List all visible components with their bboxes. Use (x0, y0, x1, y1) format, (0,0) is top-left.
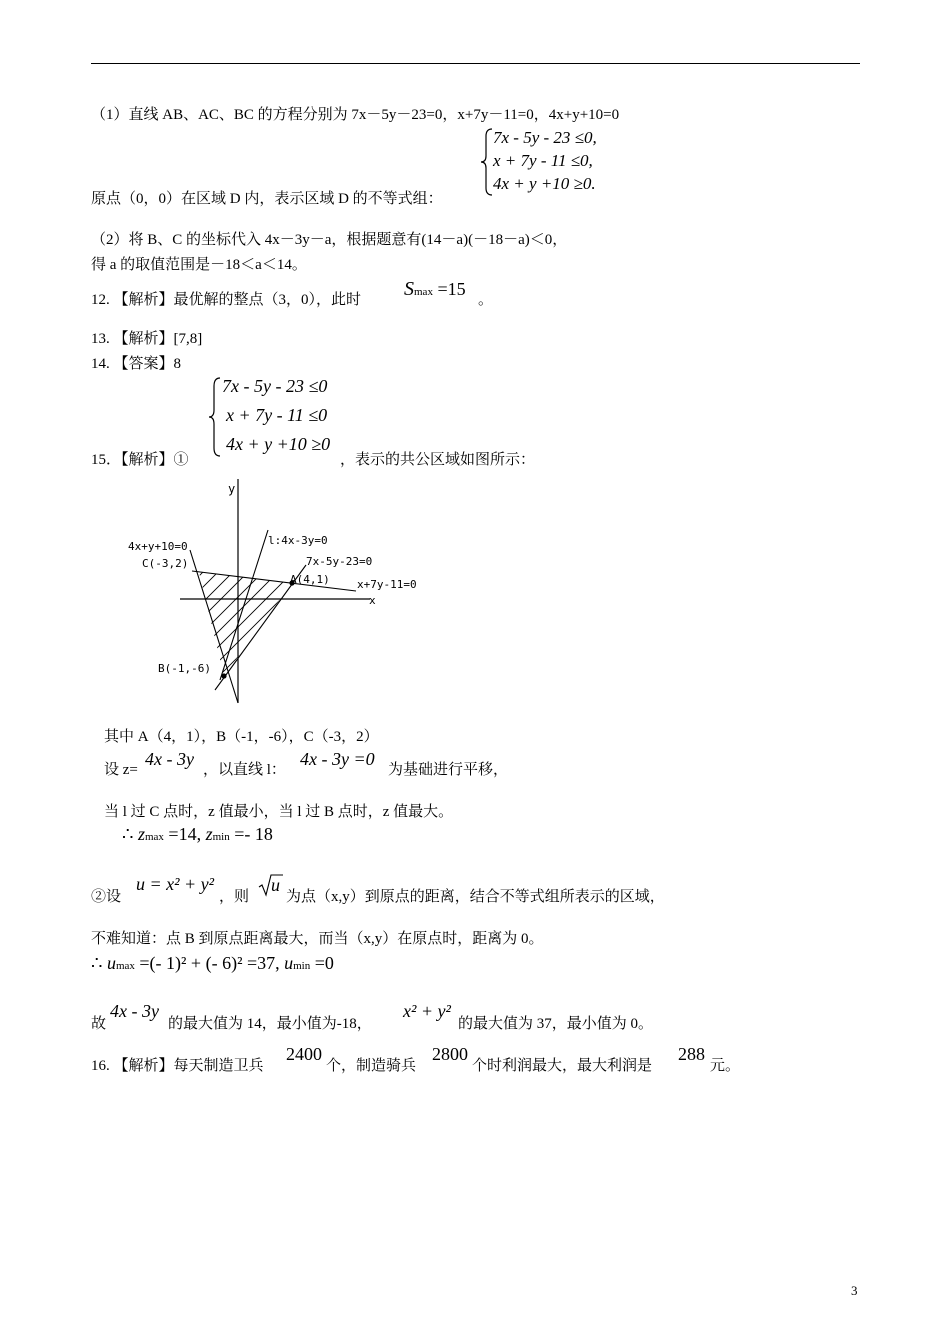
q12-math: Smax =15 (404, 278, 466, 300)
q15-label: 15．【解析】① (91, 452, 189, 468)
u-result: ∴ umax =(- 1)² + (- 6)² =37, umin =0 (91, 953, 334, 973)
setz-expr: 4x - 3y (145, 749, 194, 769)
q14: 14. 【答案】8 (91, 356, 182, 372)
p1-origin: 原点（0，0）在区域 D 内，表示区域 D 的不等式组： (91, 191, 443, 207)
q2-expr: u = x² + y² (136, 874, 215, 894)
q15-brace (208, 377, 222, 457)
conc-expr2: x² + y² (403, 1001, 451, 1021)
hard-line: 不难知道：点 B 到原点距离最大，而当（x,y）在原点时，距离为 0。 (91, 931, 544, 947)
point-b-dot (221, 673, 226, 678)
line-l (220, 530, 268, 680)
q15-sys-2: x + 7y - 11 ≤0 (226, 405, 328, 425)
q16-n1: 2400 (286, 1044, 322, 1064)
p2-line1: （2）将 B、C 的坐标代入 4x－3y－a，根据题意有(14－a)(－18－a)＜0， (91, 232, 568, 248)
fig-line3-label: 7x-5y-23=0 (306, 555, 373, 568)
q16-n3: 288 (678, 1044, 705, 1064)
fig-line1-label: 4x+y+10=0 (128, 540, 188, 553)
q2-pre: ②设 (91, 889, 122, 905)
fig-line2-label: l:4x-3y=0 (268, 534, 328, 547)
q16-n2: 2800 (432, 1044, 468, 1064)
q12-end: 。 (478, 292, 494, 308)
z-result: ∴ zmax =14, zmin =- 18 (122, 824, 273, 844)
fig-point-b: B(-1,-6) (158, 662, 211, 675)
q2-post: 为点（x,y）到原点的距离，结合不等式组所表示的区域， (286, 889, 665, 905)
header-rule (91, 63, 860, 64)
setz-line: 4x - 3y =0 (300, 749, 375, 769)
p2-line2: 得 a 的取值范围是－18＜a＜14。 (91, 257, 307, 273)
q2-mid: ，则 (219, 889, 250, 905)
conc-pre: 故 (91, 1016, 107, 1032)
p1-sys-2: x + 7y - 11 ≤0, (493, 151, 593, 170)
q15-sys-1: 7x - 5y - 23 ≤0 (222, 376, 328, 396)
p1-sys-1: 7x - 5y - 23 ≤0, (493, 128, 597, 147)
q15-sys-3: 4x + y +10 ≥0 (226, 434, 331, 454)
p1-line: （1）直线 AB、AC、BC 的方程分别为 7x－5y－23=0，x+7y－11=0，4x+y+10=0 (91, 107, 620, 123)
page-number: 3 (851, 1283, 858, 1298)
conc-expr1: 4x - 3y (110, 1001, 159, 1021)
fig-y-label: y (228, 482, 236, 496)
q16-d: 元。 (710, 1058, 741, 1074)
region-figure (120, 475, 430, 705)
q16-a: 16. 【解析】每天制造卫兵 (91, 1058, 264, 1074)
p1-brace (480, 128, 494, 196)
conc-mid2: 的最大值为 37，最小值为 0。 (458, 1016, 654, 1032)
q16-b: 个，制造骑兵 (326, 1058, 417, 1074)
setz-mid: ，以直线 l： (203, 762, 286, 778)
q15-after: ，表示的共公区域如图所示： (340, 452, 536, 468)
q12-text: 12. 【解析】最优解的整点（3，0），此时 (91, 292, 362, 308)
when-line: 当 l 过 C 点时，z 值最小，当 l 过 B 点时，z 值最大。 (104, 804, 454, 820)
points-line: 其中 A（4，1），B（-1，-6），C（-3，2） (104, 729, 379, 745)
fig-line4-label: x+7y-11=0 (357, 578, 417, 591)
fig-point-c: C(-3,2) (142, 557, 189, 570)
fig-point-a: A(4,1) (290, 573, 330, 586)
q13: 13. 【解析】[7,8] (91, 331, 203, 347)
setz-pre: 设 z= (104, 762, 138, 778)
p1-sys-3: 4x + y +10 ≥0. (493, 174, 596, 193)
setz-post: 为基础进行平移， (388, 762, 509, 778)
q16-c: 个时利润最大，最大利润是 (472, 1058, 653, 1074)
fig-x-label: x (369, 594, 376, 607)
sqrt-u: u (258, 873, 284, 897)
conc-mid1: 的最大值为 14，最小值为-18， (168, 1016, 372, 1032)
line-4x-y-10 (190, 550, 238, 703)
